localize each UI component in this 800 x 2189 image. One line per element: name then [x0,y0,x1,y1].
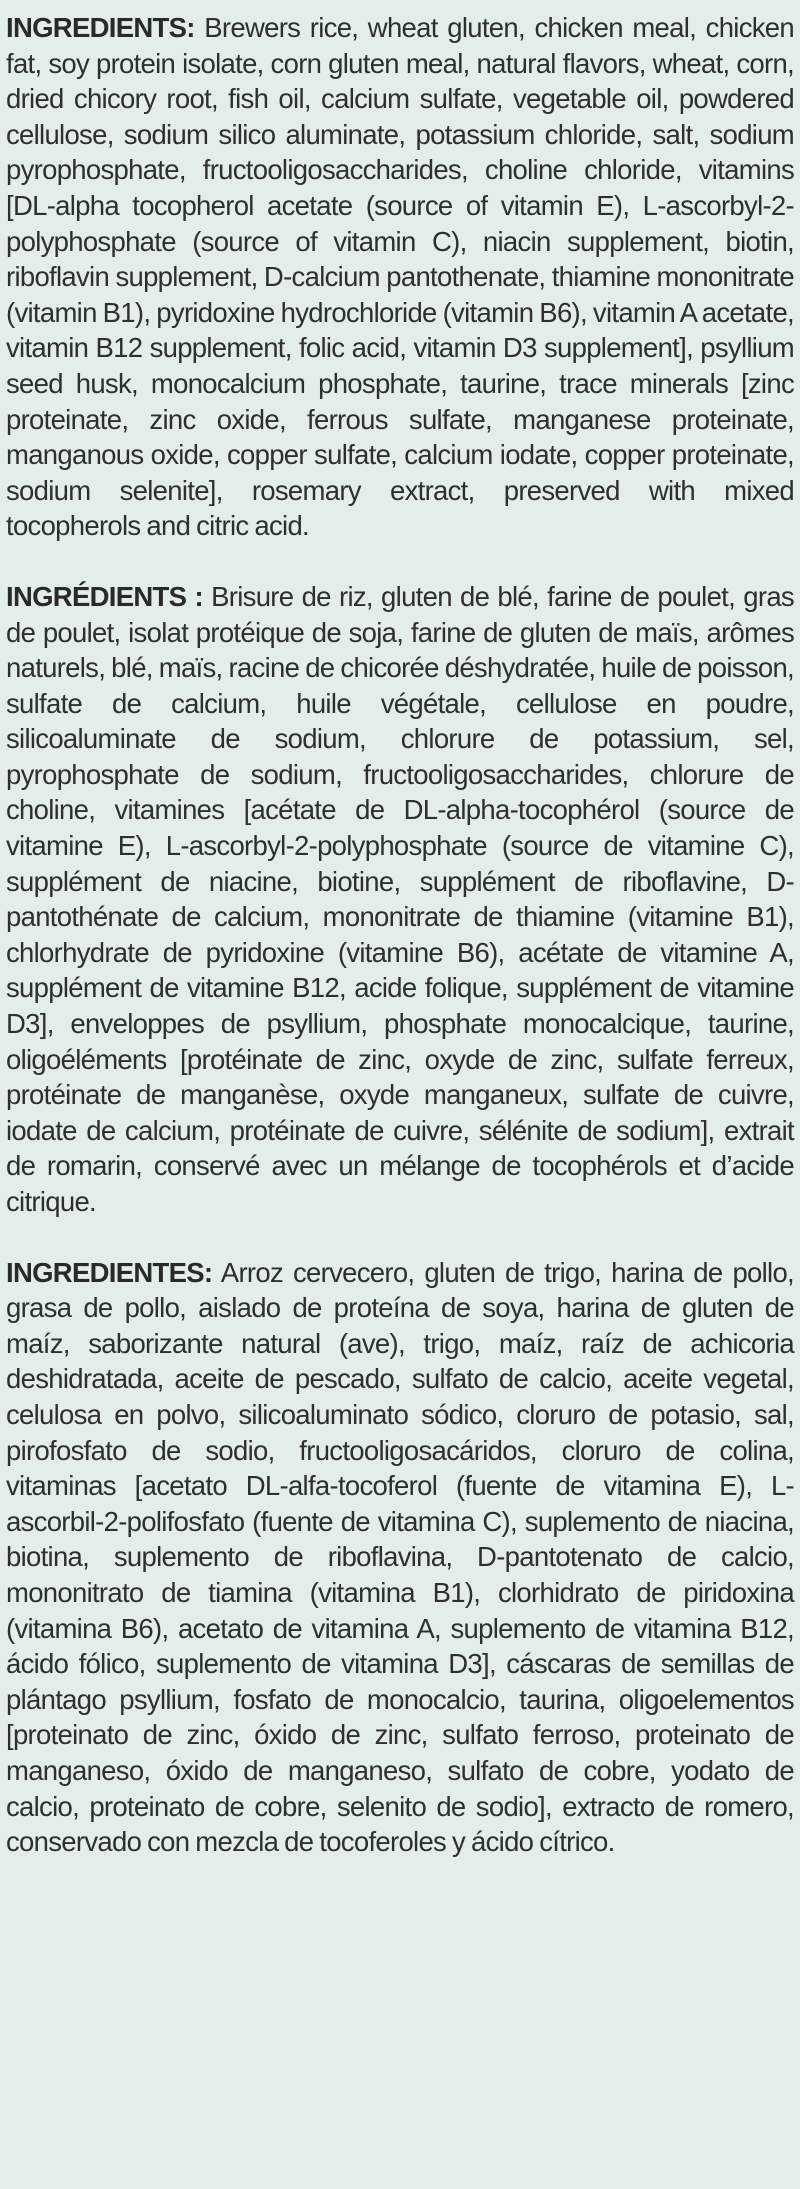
ingredients-heading-spanish: INGREDIENTES: [6,1256,213,1288]
ingredients-text-spanish: Arroz cervecero, gluten de trigo, harina de pollo, grasa de pollo, aislado de proteína de soya, harina de gluten de maíz, saborizante natural (ave), trigo, maíz, raíz de achicoria deshidratada, aceite de pescado, sulfato de calcio, aceite vegetal, celulosa en polvo, silicoaluminato sódico, cloruro de potasio, sal, pirofosfato de sodio, fructooligosacáridos, cloruro de colina, vitaminas [acetato DL-alfa-tocoferol (fuente de vitamina E), L-ascorbil-2-polifosfato (fuente de vitamina C), suplemento de niacina, biotina, suplemento de riboflavina, D-pantotenato de calcio, mononitrato de tiamina (vitamina B1), clorhidrato de piridoxina (vitamina B6), acetato de vitamina A, suplemento de vitamina B12, ácido fólico, suplemento de vitamina D3], cáscaras de semillas de plántago psyllium, fosfato de monocalcio, taurina, oligoelementos [proteinato de zinc, óxido de zinc, sulfato ferroso, proteinato de manganeso, óxido de manganeso, sulfato de cobre, yodato de calcio, proteinato de cobre, selenito de sodio], extracto de romero, conservado con mezcla de tocoferoles y ácido cítrico. [6,1256,794,1858]
ingredients-french [6,579,794,1220]
ingredients-heading-french: INGRÉDIENTS : [6,580,203,612]
ingredients-english [6,10,794,544]
ingredients-text-english: Brewers rice, wheat gluten, chicken meal, chicken fat, soy protein isolate, corn gluten meal, natural flavors, wheat, corn, dried chicory root, fish oil, calcium sulfate, vegetable oil, powdered cellulose, sodium silico aluminate, potassium chloride, salt, sodium pyrophosphate, fructooligosaccharides, choline chloride, vitamins [DL-alpha tocopherol acetate (source of vitamin E), L-ascorbyl-2-polyphosphate (source of vitamin C), niacin supplement, biotin, riboflavin supplement, D-calcium pantothenate, thiamine mononitrate (vitamin B1), pyridoxine hydrochloride (vitamin B6), vitamin A acetate, vitamin B12 supplement, folic acid, vitamin D3 supplement], psyllium seed husk, monocalcium phosphate, taurine, trace minerals [zinc proteinate, zinc oxide, ferrous sulfate, manganese proteinate, manganous oxide, copper sulfate, calcium iodate, copper proteinate, sodium selenite], rosemary extract, preserved with mixed tocopherols and citric acid. [6,12,794,542]
ingredients-spanish [6,1255,794,1860]
ingredients-heading-english: INGREDIENTS: [6,12,195,43]
ingredients-text-french: Brisure de riz, gluten de blé, farine de poulet, gras de poulet, isolat protéique de soja, farine de gluten de maïs, arômes naturels, blé, maïs, racine de chicorée déshydratée, huile de poisson, sulfate de calcium, huile végétale, cellulose en poudre, silicoaluminate de sodium, chlorure de potassium, sel, pyrophosphate de sodium, fructooligosaccharides, chlorure de choline, vitamines [acétate de DL-alpha-tocophérol (source de vitamine E), L-ascorbyl-2-polyphosphate (source de vitamine C), supplément de niacine, biotine, supplément de riboflavine, D-pantothénate de calcium, mononitrate de thiamine (vitamine B1), chlorhydrate de pyridoxine (vitamine B6), acétate de vitamine A, supplément de vitamine B12, acide folique, supplément de vitamine D3], enveloppes de psyllium, phosphate monocalcique, taurine, oligoéléments [protéinate de zinc, oxyde de zinc, sulfate ferreux, protéinate de manganèse, oxyde manganeux, sulfate de cuivre, iodate de calcium, protéinate de cuivre, sélénite de sodium], extrait de romarin, conservé avec un mélange de tocophérols et d’acide citrique. [6,580,794,1217]
